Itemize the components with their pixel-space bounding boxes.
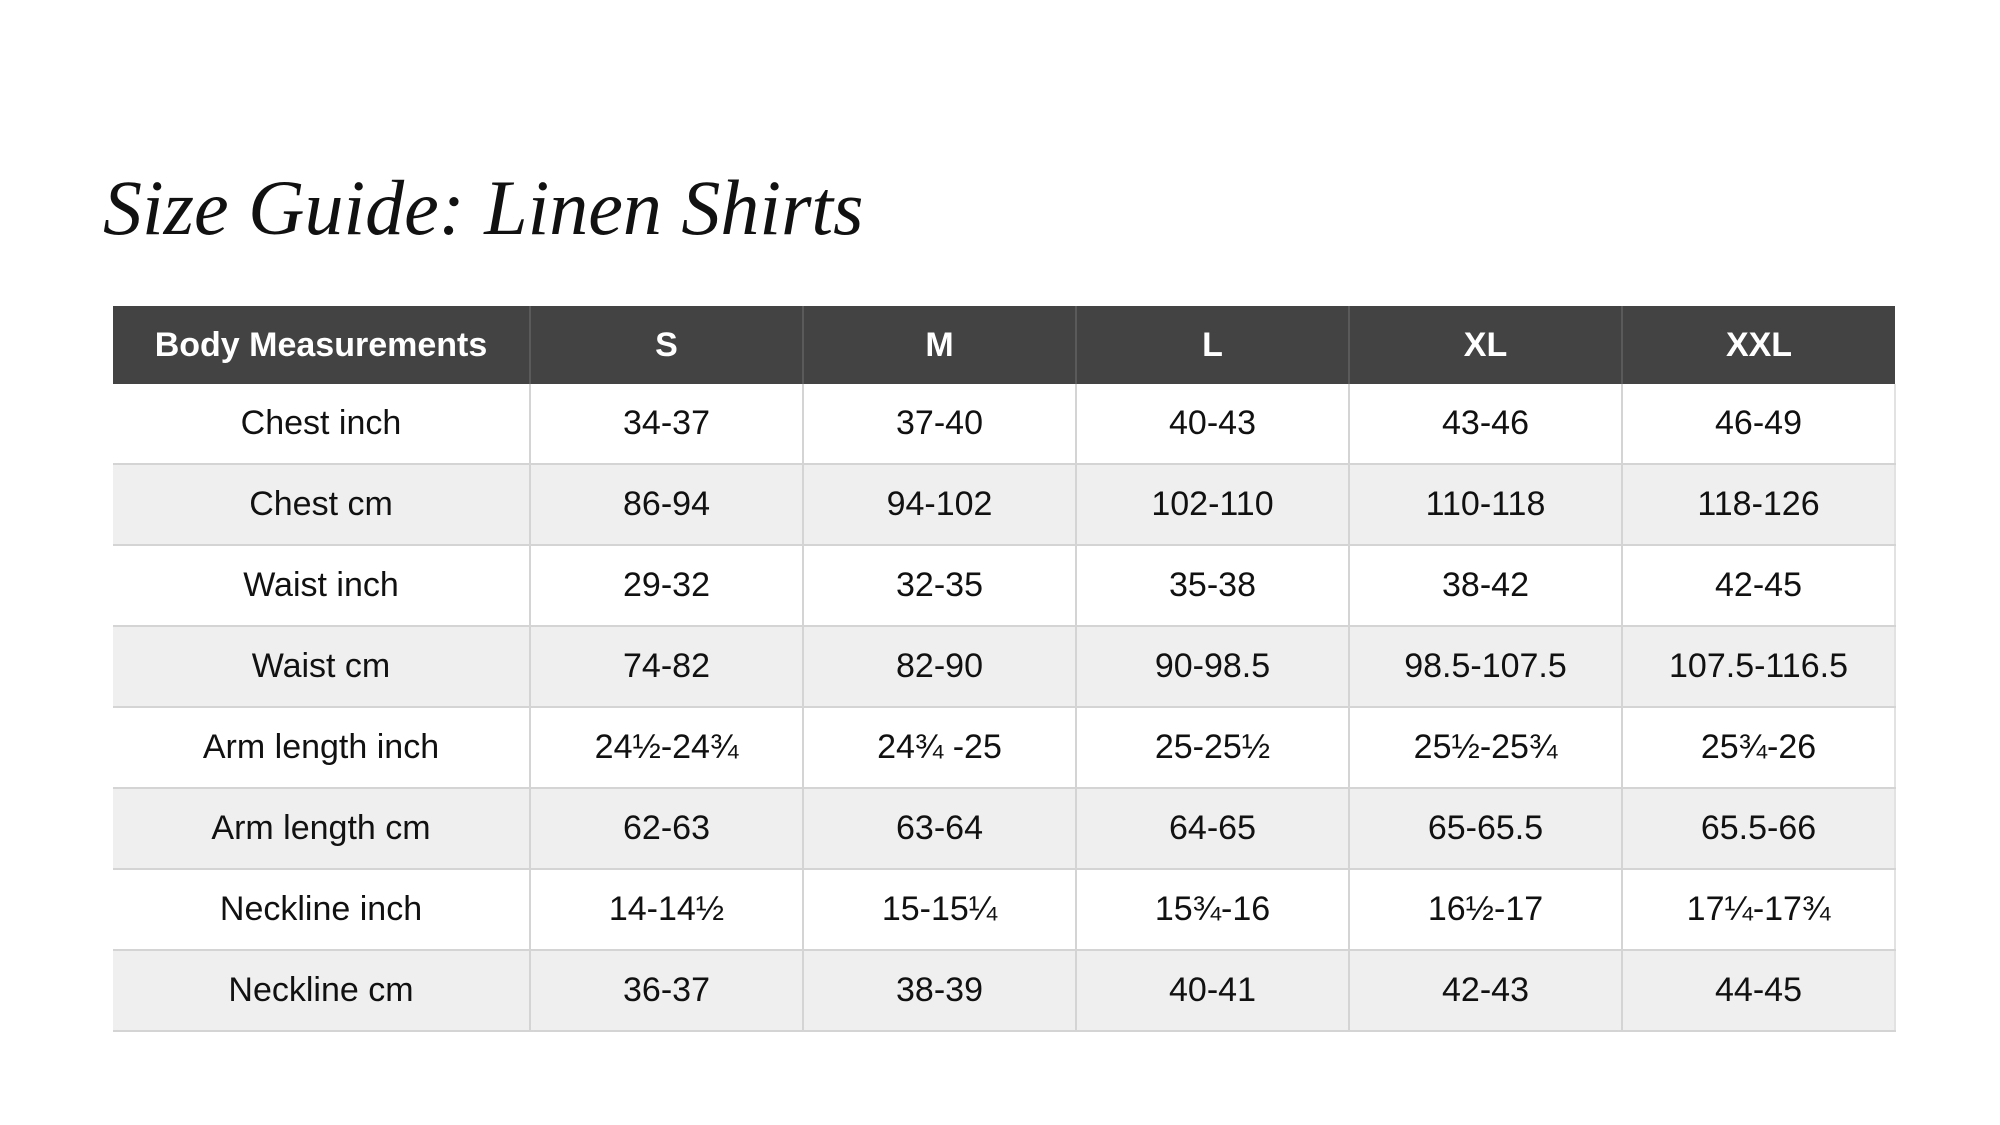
table-row	[113, 545, 1895, 626]
table-cell: 65.5-66	[1622, 788, 1895, 869]
table-cell: 25¾-26	[1622, 707, 1895, 788]
table-cell: 38-42	[1349, 545, 1622, 626]
table-cell: 98.5-107.5	[1349, 626, 1622, 707]
table-cell: 29-32	[530, 545, 803, 626]
table-row	[113, 626, 1895, 707]
row-label: Arm length cm	[113, 788, 530, 869]
table-cell: 24½-24¾	[530, 707, 803, 788]
table-row	[113, 464, 1895, 545]
header-size-s: S	[530, 306, 803, 384]
table-cell: 25-25½	[1076, 707, 1349, 788]
row-label: Neckline cm	[113, 950, 530, 1031]
table-cell: 15-15¼	[803, 869, 1076, 950]
table-cell: 14-14½	[530, 869, 803, 950]
row-label: Chest inch	[113, 384, 530, 464]
table-cell: 40-41	[1076, 950, 1349, 1031]
header-size-m: M	[803, 306, 1076, 384]
table-cell: 86-94	[530, 464, 803, 545]
table-cell: 35-38	[1076, 545, 1349, 626]
table-cell: 38-39	[803, 950, 1076, 1031]
table-cell: 32-35	[803, 545, 1076, 626]
table-row	[113, 950, 1895, 1031]
table-cell: 65-65.5	[1349, 788, 1622, 869]
table-cell: 15¾-16	[1076, 869, 1349, 950]
table-cell: 46-49	[1622, 384, 1895, 464]
row-label: Arm length inch	[113, 707, 530, 788]
table-cell: 24¾ -25	[803, 707, 1076, 788]
row-label: Chest cm	[113, 464, 530, 545]
page-title: Size Guide: Linen Shirts	[103, 164, 864, 251]
table-cell: 94-102	[803, 464, 1076, 545]
row-label: Waist cm	[113, 626, 530, 707]
table-cell: 62-63	[530, 788, 803, 869]
size-guide-table	[113, 306, 1896, 1032]
table-row	[113, 384, 1895, 464]
table-cell: 16½-17	[1349, 869, 1622, 950]
table-cell: 25½-25¾	[1349, 707, 1622, 788]
header-size-xl: XL	[1349, 306, 1622, 384]
table-row	[113, 788, 1895, 869]
table-cell: 118-126	[1622, 464, 1895, 545]
table-cell: 74-82	[530, 626, 803, 707]
table-row	[113, 869, 1895, 950]
table-cell: 110-118	[1349, 464, 1622, 545]
table-cell: 37-40	[803, 384, 1076, 464]
table-cell: 42-43	[1349, 950, 1622, 1031]
table-cell: 40-43	[1076, 384, 1349, 464]
table-cell: 34-37	[530, 384, 803, 464]
table-cell: 44-45	[1622, 950, 1895, 1031]
table-cell: 63-64	[803, 788, 1076, 869]
header-body-measurements: Body Measurements	[113, 306, 530, 384]
table-cell: 43-46	[1349, 384, 1622, 464]
table-cell: 90-98.5	[1076, 626, 1349, 707]
table-cell: 64-65	[1076, 788, 1349, 869]
row-label: Neckline inch	[113, 869, 530, 950]
table-cell: 102-110	[1076, 464, 1349, 545]
table-cell: 17¼-17¾	[1622, 869, 1895, 950]
table-cell: 42-45	[1622, 545, 1895, 626]
table-cell: 82-90	[803, 626, 1076, 707]
table-cell: 107.5-116.5	[1622, 626, 1895, 707]
row-label: Waist inch	[113, 545, 530, 626]
table-cell: 36-37	[530, 950, 803, 1031]
table-row	[113, 707, 1895, 788]
table-header-row	[113, 306, 1895, 384]
header-size-l: L	[1076, 306, 1349, 384]
header-size-xxl: XXL	[1622, 306, 1895, 384]
